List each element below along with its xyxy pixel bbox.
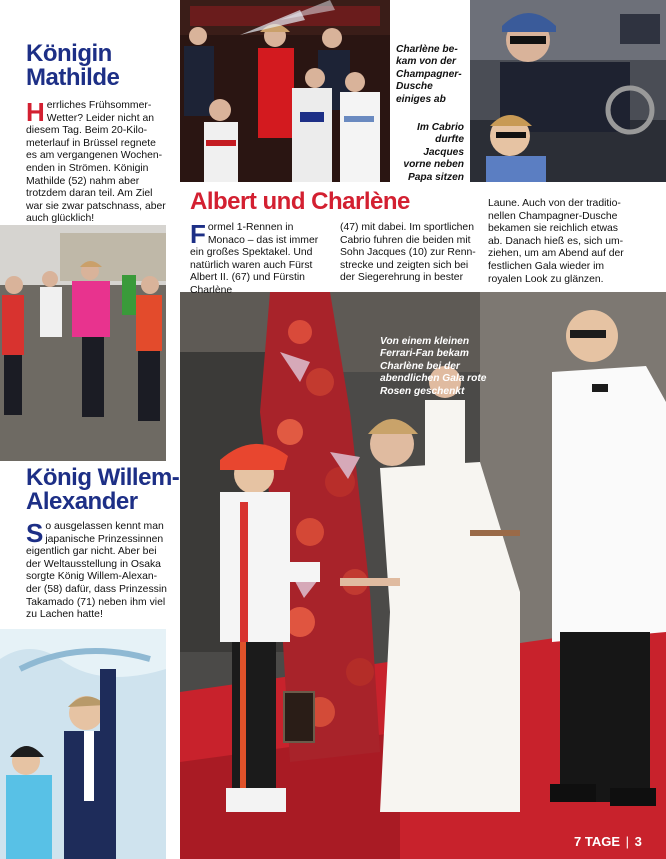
willem-headline (26, 466, 179, 515)
mathilde-run-photo (0, 225, 166, 461)
mathilde-dropcap: H (26, 97, 45, 127)
footer-brand: 7 TAGE (574, 834, 620, 849)
podium-photo (180, 0, 390, 182)
willem-text: o ausgelassen kennt man japanische Prinzessinnen eigentlich gar nicht. Aber bei der Weltausstellung in Osaka sorgte König Willem-Alexan-der (58) dafür, dass Prinzessin Takamado (71) neben ihm viel zu Lachen hatte! (26, 521, 167, 621)
willem-photo (0, 629, 166, 859)
albert-dropcap: F (190, 219, 206, 249)
willem-article (26, 518, 168, 622)
willem-headline-line1: König Willem- (26, 464, 180, 491)
albert-col3 (488, 198, 628, 286)
albert-col1-text: ormel 1-Rennen in Monaco – das ist immer ein großes Spektakel. Und natürlich waren auch Fürst Albert II. (67) und Fürstin Charlène (190, 222, 319, 296)
albert-col2 (340, 222, 478, 285)
mathilde-headline-line2: Mathilde (26, 64, 120, 92)
willem-headline-line2: Alexander (26, 488, 138, 516)
mathilde-headline-line1: Königin (26, 40, 112, 67)
albert-col1 (190, 219, 328, 298)
mathilde-article (26, 97, 168, 226)
albert-headline: Albert und Charlène (190, 188, 410, 215)
mathilde-text: errliches Frühsommer-Wetter? Leider nicht an diesem Tag. Beim 20-Kilo-meterlauf in Brüssel regnete es am vergangenen Wochen-enden in Strömen. Königin Mathilde (52) nahm aber trotzdem daran teil. Am Ziel war sie zwar patschnass, aber auch glücklich! (26, 100, 166, 225)
footer-separator: | (625, 834, 630, 849)
cabrio-photo (470, 0, 666, 182)
albert-col2-text: (47) mit dabei. Im sportlichen Cabrio fuhren die beiden mit Sohn Jacques (10) zur Renn-strecke und zeigten sich bei der Siegerehrung in bester (340, 222, 476, 284)
champagne-caption: Charlène be-kam von der Champagner-Dusche einiges ab (396, 44, 462, 105)
footer-page-number: 3 (634, 834, 642, 849)
albert-col3-text: Laune. Auch von der traditio-nellen Champagner-Dusche bekamen sie reichlich etwas ab. Danach hieß es, sich um-ziehen, um am Abend auf der festlichen Gala wieder im royalen Look zu glänzen. (488, 198, 624, 285)
gala-caption: Von einem kleinen Ferrari-Fan bekam Charlène bei der abendlichen Gala rote Rosen geschenkt (380, 336, 487, 397)
mathilde-headline (26, 42, 119, 91)
page-footer (574, 834, 642, 849)
cabrio-caption: Im Cabrio durfte Jacques vorne neben Papa sitzen (403, 122, 464, 183)
willem-dropcap: S (26, 518, 44, 548)
